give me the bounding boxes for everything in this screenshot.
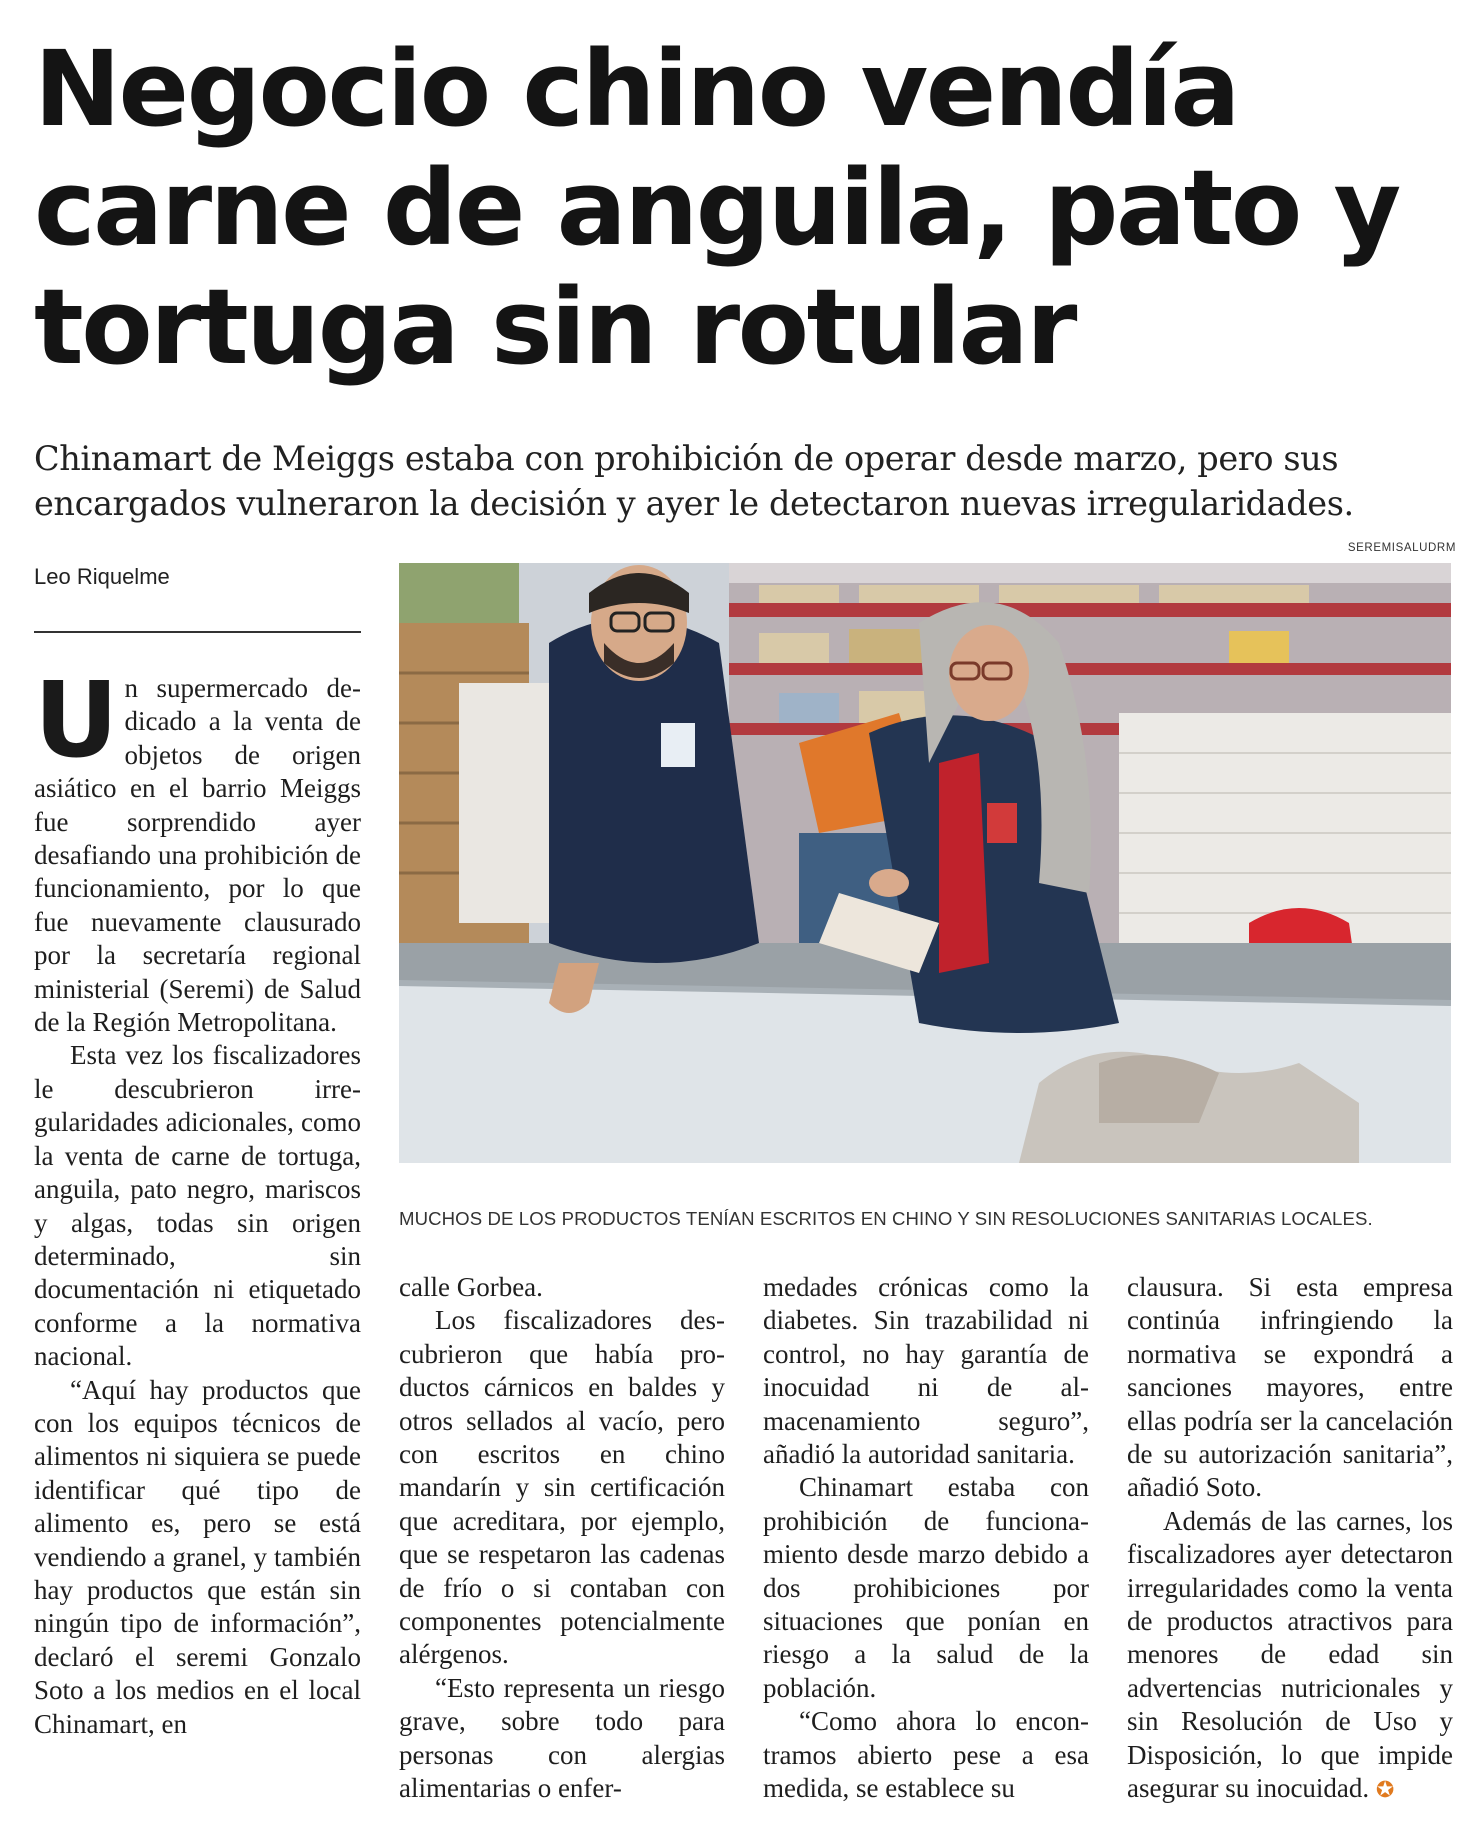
article-paragraph: “Esto representa un riesgo grave, sobre todo para personas con alergias alimentarias o enfer- <box>399 1672 725 1804</box>
article-column-2 <box>399 1271 725 1806</box>
article-paragraph: Esta vez los fiscalizadores le descubrieron irregularidades adicionales, como la venta de carne de tortuga, anguila, pato negro, mariscos y algas, todas sin origen determinado, sin documentación ni etiquetado conforme a la normativa nacional. <box>34 1040 361 1372</box>
article-paragraph: Chinamart estaba con prohibición de funcionamiento desde marzo debido a dos prohibiciones por situaciones que ponían en riesgo a la salud de la población. <box>763 1472 1089 1703</box>
supermarket-inspection-illustration <box>399 563 1451 1163</box>
paragraph-text: n supermercado dedicado a la venta de objetos de origen asiático en el barrio Meiggs fue sorprendido ayer desafiando una prohibición de funcionamiento, por lo que fue nuevamente clausurado por la secretaría regional ministerial (Seremi) de Salud de la Región Metropolitana. <box>34 673 361 1038</box>
subheadline: Chinamart de Meiggs estaba con prohibición de operar desde marzo, pero sus encargados vulneraron la decisión y ayer le detectaron nuevas irregularidades. <box>34 439 1354 523</box>
article-photo <box>399 563 1451 1163</box>
drop-cap: U <box>34 659 119 781</box>
article-column-4 <box>1127 1271 1453 1807</box>
article-paragraph: “Como ahora lo encontramos abierto pese a esa medida, se establece su <box>763 1706 1089 1804</box>
byline-divider <box>34 631 361 633</box>
article-paragraph <box>1127 1505 1453 1807</box>
photo-credit: SEREMISALUDRM <box>1347 542 1456 554</box>
article-paragraph: calle Gorbea. <box>399 1272 543 1302</box>
article-paragraph: “Aquí hay productos que con los equipos técnicos de alimentos ni siquiera se puede identificar qué tipo de alimento es, pero se está vendiendo a granel, y también hay productos que están sin ningún tipo de información”, declaró el seremi Gonzalo Soto a los medios en el local Chinamart, en <box>34 1374 361 1739</box>
headline: Negocio chino vendía carne de anguila, pato y tortuga sin rotular <box>34 28 1399 388</box>
article-paragraph: Los fiscalizadores descubrieron que había productos cárnicos en baldes y otros sellados al vacío, pero con escritos en chino mandarín y sin certificación que acreditara, por ejemplo, que se respetaron las cadenas de frío o si contaban con componentes potencialmente alérgenos. <box>399 1305 725 1670</box>
article-paragraph: clausura. Si esta empresa continúa infringiendo la normativa se expondrá a sanciones mayores, entre ellas podría ser la cancelación de su autorización sanitaria”, añadió Soto. <box>1127 1272 1453 1503</box>
article-column-1 <box>34 659 361 1741</box>
byline: Leo Riquelme <box>34 564 170 589</box>
end-of-article-mark-icon: ✪ <box>1375 1777 1395 1803</box>
paragraph-text: Además de las carnes, los fiscalizadores ayer detectaron irregularidades como la venta de productos atractivos para menores de edad sin advertencias nutricionales y sin Resolución de Uso y Disposición, lo que impide asegurar su inocuidad. <box>1127 1505 1453 1804</box>
article-paragraph: medades crónicas como la diabetes. Sin trazabilidad ni control, no hay garantía de inocuidad ni de almacenamiento seguro”, añadió la autoridad sanitaria. <box>763 1272 1089 1470</box>
article-column-3 <box>763 1271 1089 1806</box>
photo-caption: MUCHOS DE LOS PRODUCTOS TENÍAN ESCRITOS EN CHINO Y SIN RESOLUCIONES SANITARIAS LOCALES. <box>399 1208 1373 1229</box>
article-paragraph <box>34 659 361 1039</box>
